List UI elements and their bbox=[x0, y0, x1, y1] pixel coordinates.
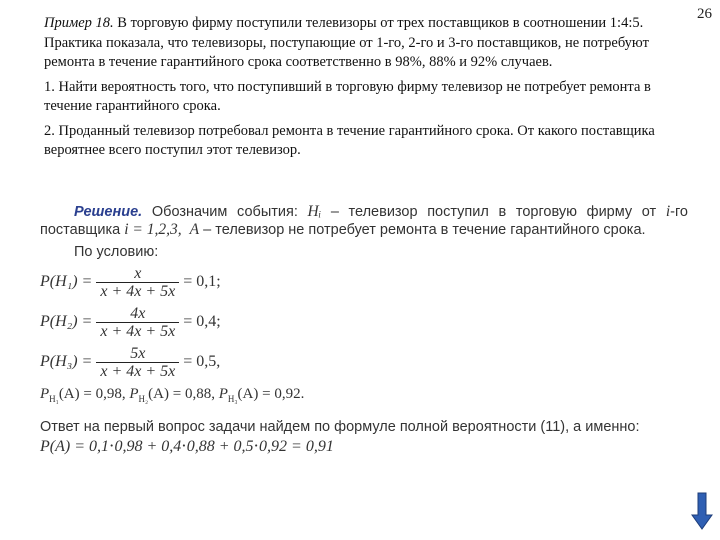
page-number: 26 bbox=[697, 6, 712, 22]
prob-symbol: P bbox=[40, 386, 50, 402]
question-2: 2. Проданный телевизор потребовал ремонта в течение гарантийного срока. От какого поставщика вероятнее всего поступил этот телевизор. bbox=[44, 122, 655, 158]
fraction bbox=[96, 265, 179, 300]
solution-text: Обозначим события: bbox=[142, 204, 308, 220]
event-a: A bbox=[189, 221, 200, 238]
conditional-probabilities bbox=[40, 385, 688, 408]
fraction bbox=[96, 345, 179, 380]
prob-value: (A) = 0,92. bbox=[237, 386, 305, 402]
prob-subscript: H₁ bbox=[49, 394, 59, 404]
solution-intro bbox=[40, 203, 688, 239]
prob-value: (A) = 0,88, bbox=[148, 386, 219, 402]
condition-label: По условию: bbox=[74, 244, 159, 260]
formula-lhs: P(H₂) = bbox=[40, 313, 93, 330]
prob-symbol: P bbox=[129, 386, 139, 402]
index-range: i = 1,2,3, bbox=[124, 221, 182, 238]
problem-statement bbox=[44, 14, 664, 166]
solution-text: – телевизор не потребует ремонта в течение гарантийного срока. bbox=[199, 222, 646, 238]
numerator: 4x bbox=[130, 304, 146, 322]
prob-value: (A) = 0,98, bbox=[58, 386, 130, 402]
formula-p-h1 bbox=[40, 263, 688, 301]
formula-lhs: P(H₁) = bbox=[40, 273, 93, 290]
formula-p-h2 bbox=[40, 303, 688, 341]
problem-intro bbox=[44, 14, 664, 73]
formula-p-h3 bbox=[40, 343, 688, 381]
solution-text: – телевизор поступил в торговую фирму от bbox=[321, 204, 666, 220]
problem-text: В торговую фирму поступили телевизоры от трех поставщиков в соотношении 1:4:5. Практика показала, что телевизоры, поступающие от 1-го, 2-го и 3-го поставщиков, не потребуют ремонта в течение гарантийного срока соответственно в 98%, 88% и 92% случаев. bbox=[44, 15, 649, 70]
example-title: Пример 18. bbox=[44, 15, 114, 31]
event-h: Hᵢ bbox=[307, 203, 322, 220]
final-formula: P(A) = 0,1⋅0,98 + 0,4⋅0,88 + 0,5⋅0,92 = 0,91 bbox=[40, 438, 334, 455]
down-arrow-icon[interactable] bbox=[690, 491, 714, 531]
formula-rhs: = 0,1; bbox=[183, 273, 221, 290]
down-arrow-shape bbox=[692, 493, 712, 529]
formula-rhs: = 0,5, bbox=[183, 353, 221, 370]
denominator: x + 4x + 5x bbox=[96, 362, 179, 380]
index-i: i bbox=[665, 203, 671, 220]
fraction bbox=[96, 305, 179, 340]
question-1: 1. Найти вероятность того, что поступивший в торговую фирму телевизор не потребует ремонта в течение гарантийного срока. bbox=[44, 78, 651, 114]
formula-rhs: = 0,4; bbox=[183, 313, 221, 330]
prob-symbol: P bbox=[218, 386, 228, 402]
prob-subscript: H₂ bbox=[138, 394, 149, 404]
prob-subscript: H₃ bbox=[227, 394, 238, 404]
denominator: x + 4x + 5x bbox=[96, 282, 179, 300]
solution bbox=[40, 203, 688, 456]
denominator: x + 4x + 5x bbox=[96, 322, 179, 340]
numerator: x bbox=[134, 264, 142, 282]
solution-text: -го поставщика bbox=[40, 204, 688, 238]
answer-text: Ответ на первый вопрос задачи найдем по формуле полной вероятности (11), а именно: bbox=[40, 419, 640, 435]
formula-lhs: P(H₃) = bbox=[40, 353, 93, 370]
solution-label: Решение. bbox=[74, 204, 143, 220]
numerator: 5x bbox=[130, 344, 146, 362]
